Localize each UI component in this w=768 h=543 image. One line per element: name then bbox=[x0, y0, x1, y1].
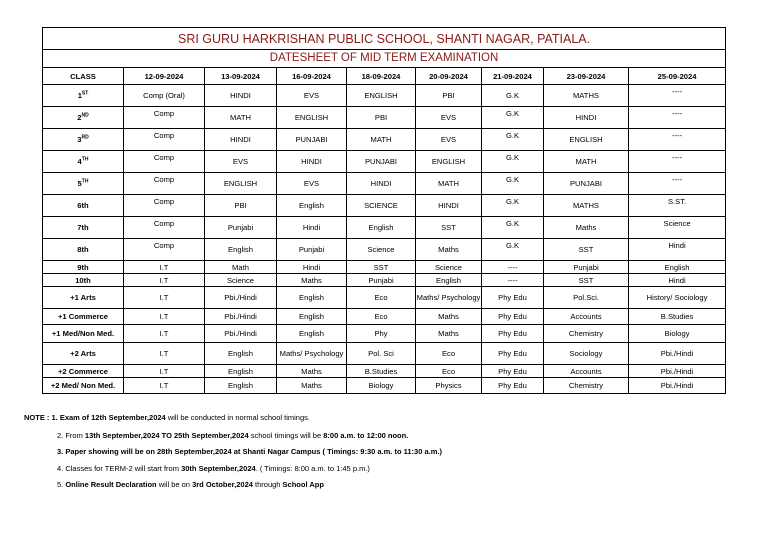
class-label: 9th bbox=[77, 262, 89, 272]
subject-cell: I.T bbox=[124, 378, 205, 394]
subject-cell: SST bbox=[416, 217, 482, 239]
table-row bbox=[43, 274, 726, 287]
subject-cell: MATHS bbox=[544, 195, 629, 217]
datesheet-table bbox=[42, 27, 726, 394]
subject-cell: English bbox=[277, 195, 347, 217]
subject-cell: G.K bbox=[482, 129, 544, 151]
subject-cell: PBI bbox=[205, 195, 277, 217]
subject-cell: EVS bbox=[416, 129, 482, 151]
subject-cell: I.T bbox=[124, 287, 205, 309]
subject-cell: Pbi./Hindi bbox=[205, 309, 277, 325]
class-cell bbox=[43, 107, 124, 129]
subject-cell: Hindi bbox=[277, 261, 347, 274]
subject-cell: PUNJABI bbox=[277, 129, 347, 151]
subject-cell: MATH bbox=[544, 151, 629, 173]
subject-cell: English bbox=[205, 343, 277, 365]
class-cell bbox=[43, 217, 124, 239]
subject-cell: EVS bbox=[277, 85, 347, 107]
class-cell bbox=[43, 85, 124, 107]
subject-cell: Eco bbox=[347, 287, 416, 309]
subject-cell: Hindi bbox=[277, 217, 347, 239]
note-1 bbox=[24, 413, 310, 422]
subject-cell: English bbox=[416, 274, 482, 287]
class-cell bbox=[43, 173, 124, 195]
class-cell bbox=[43, 287, 124, 309]
subject-cell: History/ Sociology bbox=[629, 287, 726, 309]
subject-cell: MATHS bbox=[544, 85, 629, 107]
note-5-b: Online Result Declaration bbox=[65, 480, 157, 489]
subject-cell: G.K bbox=[482, 107, 544, 129]
subject-cell: Pol. Sci bbox=[347, 343, 416, 365]
subject-cell: Phy Edu bbox=[482, 343, 544, 365]
class-cell bbox=[43, 261, 124, 274]
subject-cell: ENGLISH bbox=[416, 151, 482, 173]
class-label: 3 bbox=[77, 135, 82, 144]
subject-cell: Punjabi bbox=[347, 274, 416, 287]
subject-cell: Maths bbox=[544, 217, 629, 239]
subject-cell: ENGLISH bbox=[277, 107, 347, 129]
subject-cell: Maths bbox=[416, 309, 482, 325]
class-cell bbox=[43, 151, 124, 173]
subject-cell: HINDI bbox=[416, 195, 482, 217]
subject-cell: ENGLISH bbox=[347, 85, 416, 107]
subject-cell: Math bbox=[205, 261, 277, 274]
header-cell: 18-09-2024 bbox=[347, 68, 416, 85]
table-row bbox=[43, 129, 726, 151]
table-row bbox=[43, 107, 726, 129]
subject-cell: PUNJABI bbox=[544, 173, 629, 195]
subject-cell: Chemistry bbox=[544, 325, 629, 343]
note-1-date: 12th September,2024 bbox=[91, 413, 166, 422]
note-5-a: 5. bbox=[57, 480, 66, 489]
class-label: 4 bbox=[77, 157, 82, 166]
subject-cell: Physics bbox=[416, 378, 482, 394]
subject-cell: Accounts bbox=[544, 309, 629, 325]
subject-cell: I.T bbox=[124, 261, 205, 274]
subject-cell: ---- bbox=[629, 85, 726, 107]
subject-cell: English bbox=[277, 309, 347, 325]
subject-cell: I.T bbox=[124, 274, 205, 287]
subject-cell: Hindi bbox=[629, 239, 726, 261]
subject-cell: Sociology bbox=[544, 343, 629, 365]
subject-cell: Punjabi bbox=[277, 239, 347, 261]
subject-cell: English bbox=[277, 287, 347, 309]
subject-cell: G.K bbox=[482, 85, 544, 107]
subject-cell: HINDI bbox=[205, 129, 277, 151]
class-label: 1 bbox=[77, 91, 82, 100]
table-row bbox=[43, 343, 726, 365]
note-1-prefix: NOTE : 1. Exam of bbox=[24, 413, 92, 422]
subject-cell: Maths bbox=[277, 274, 347, 287]
note-4-c: . ( Timings: 8:00 a.m. to 1:45 p.m.) bbox=[255, 464, 370, 473]
header-cell: 16-09-2024 bbox=[277, 68, 347, 85]
subject-cell: Phy Edu bbox=[482, 287, 544, 309]
note-5-app: School App bbox=[282, 480, 324, 489]
subject-cell: English bbox=[205, 365, 277, 378]
subject-cell: Phy Edu bbox=[482, 309, 544, 325]
note-2 bbox=[57, 431, 408, 440]
subject-cell: I.T bbox=[124, 365, 205, 378]
subject-cell: Comp (Oral) bbox=[124, 85, 205, 107]
table-row bbox=[43, 239, 726, 261]
subject-cell: Biology bbox=[629, 325, 726, 343]
subject-cell: Maths bbox=[416, 325, 482, 343]
class-suffix: ND bbox=[81, 112, 89, 119]
subject-cell: Phy bbox=[347, 325, 416, 343]
note-4-a: 4. Classes for TERM-2 will start from bbox=[57, 464, 182, 473]
subject-cell: Pbi./Hindi bbox=[205, 287, 277, 309]
note-5 bbox=[57, 480, 324, 489]
subject-cell: Hindi bbox=[629, 274, 726, 287]
class-cell bbox=[43, 129, 124, 151]
class-suffix: TH bbox=[81, 156, 89, 163]
class-label: +2 Med/ Non Med. bbox=[50, 381, 116, 390]
class-cell bbox=[43, 195, 124, 217]
class-suffix: ST bbox=[81, 90, 89, 97]
subject-cell: ---- bbox=[629, 107, 726, 129]
subject-cell: G.K bbox=[482, 239, 544, 261]
subject-cell: Punjabi bbox=[205, 217, 277, 239]
subject-cell: SST bbox=[544, 239, 629, 261]
note-2-c: school timings will be bbox=[248, 431, 324, 440]
sheet-title: DATESHEET OF MID TERM EXAMINATION bbox=[43, 50, 726, 68]
subject-cell: Maths/ Psychology bbox=[416, 287, 482, 309]
subject-cell: HINDI bbox=[347, 173, 416, 195]
subject-cell: English bbox=[629, 261, 726, 274]
subject-cell: Comp bbox=[124, 129, 205, 151]
subject-cell: ---- bbox=[629, 173, 726, 195]
subject-cell: SST bbox=[544, 274, 629, 287]
table-row bbox=[43, 85, 726, 107]
subject-cell: Comp bbox=[124, 107, 205, 129]
header-cell: 23-09-2024 bbox=[544, 68, 629, 85]
subject-cell: Pbi./Hindi bbox=[629, 365, 726, 378]
class-label: 7th bbox=[77, 223, 89, 232]
table-row bbox=[43, 325, 726, 343]
subject-cell: PBI bbox=[347, 107, 416, 129]
subject-cell: G.K bbox=[482, 151, 544, 173]
class-label: +1 Arts bbox=[70, 293, 96, 302]
subject-cell: ---- bbox=[629, 151, 726, 173]
subject-cell: MATH bbox=[205, 107, 277, 129]
subject-cell: I.T bbox=[124, 325, 205, 343]
subject-cell: ENGLISH bbox=[205, 173, 277, 195]
subject-cell: Punjabi bbox=[544, 261, 629, 274]
table-row bbox=[43, 378, 726, 394]
subject-cell: Comp bbox=[124, 151, 205, 173]
subject-cell: Chemistry bbox=[544, 378, 629, 394]
subject-cell: ENGLISH bbox=[544, 129, 629, 151]
subject-cell: Biology bbox=[347, 378, 416, 394]
subject-cell: English bbox=[205, 239, 277, 261]
note-5-date: 3rd October,2024 bbox=[192, 480, 253, 489]
table-row bbox=[43, 195, 726, 217]
subject-cell: I.T bbox=[124, 309, 205, 325]
class-cell bbox=[43, 325, 124, 343]
class-label: 5 bbox=[77, 179, 82, 188]
subject-cell: MATH bbox=[347, 129, 416, 151]
subject-cell: HINDI bbox=[544, 107, 629, 129]
subject-cell: EVS bbox=[416, 107, 482, 129]
subject-cell: Pbi./Hindi bbox=[629, 378, 726, 394]
subject-cell: B.Studies bbox=[347, 365, 416, 378]
subject-cell: Science bbox=[205, 274, 277, 287]
subject-cell: English bbox=[205, 378, 277, 394]
header-cell: 21-09-2024 bbox=[482, 68, 544, 85]
subject-cell: Accounts bbox=[544, 365, 629, 378]
subject-cell: G.K bbox=[482, 217, 544, 239]
subject-cell: Pbi./Hindi bbox=[205, 325, 277, 343]
header-cell: 25-09-2024 bbox=[629, 68, 726, 85]
subject-cell: HINDI bbox=[277, 151, 347, 173]
table-row bbox=[43, 151, 726, 173]
subject-cell: MATH bbox=[416, 173, 482, 195]
subject-cell: PBI bbox=[416, 85, 482, 107]
subject-cell: Pol.Sci. bbox=[544, 287, 629, 309]
table-row bbox=[43, 173, 726, 195]
class-label: +1 Med/Non Med. bbox=[51, 329, 115, 338]
subject-cell: EVS bbox=[277, 173, 347, 195]
class-cell bbox=[43, 239, 124, 261]
subject-cell: I.T bbox=[124, 343, 205, 365]
subject-cell: SST bbox=[347, 261, 416, 274]
subject-cell: Science bbox=[347, 239, 416, 261]
subject-cell: Maths bbox=[277, 378, 347, 394]
class-label: 2 bbox=[77, 113, 82, 122]
subject-cell: Science bbox=[629, 217, 726, 239]
subject-cell: Phy Edu bbox=[482, 325, 544, 343]
subject-cell: Comp bbox=[124, 217, 205, 239]
subject-cell: Comp bbox=[124, 173, 205, 195]
subject-cell: EVS bbox=[205, 151, 277, 173]
subject-cell: Eco bbox=[416, 343, 482, 365]
table-row bbox=[43, 287, 726, 309]
note-4 bbox=[57, 464, 370, 473]
subject-cell: Comp bbox=[124, 195, 205, 217]
subject-cell: Maths bbox=[277, 365, 347, 378]
subject-cell: SCIENCE bbox=[347, 195, 416, 217]
class-label: 6th bbox=[77, 201, 89, 210]
class-suffix: TH bbox=[81, 178, 89, 185]
note-5-e: through bbox=[252, 480, 283, 489]
subject-cell: HINDI bbox=[205, 85, 277, 107]
note-4-date: 30th September,2024 bbox=[181, 464, 256, 473]
note-1-text: will be conducted in normal school timings. bbox=[165, 413, 310, 422]
subject-cell: ---- bbox=[482, 274, 544, 287]
header-row bbox=[43, 68, 726, 85]
table-row bbox=[43, 217, 726, 239]
subject-cell: G.K bbox=[482, 195, 544, 217]
class-cell bbox=[43, 378, 124, 394]
table-row bbox=[43, 309, 726, 325]
header-cell: 12-09-2024 bbox=[124, 68, 205, 85]
subject-cell: English bbox=[277, 325, 347, 343]
subject-cell: B.Studies bbox=[629, 309, 726, 325]
note-2-dates: 13th September,2024 TO 25th September,2024 bbox=[84, 431, 249, 440]
class-label: 10th bbox=[75, 275, 91, 285]
class-label: +2 Arts bbox=[70, 349, 96, 358]
class-cell bbox=[43, 274, 124, 287]
subject-cell: Science bbox=[416, 261, 482, 274]
header-cell: 13-09-2024 bbox=[205, 68, 277, 85]
subject-cell: Pbi./Hindi bbox=[629, 343, 726, 365]
note-2-timing: 8:00 a.m. to 12:00 noon. bbox=[323, 431, 409, 440]
subject-cell: Comp bbox=[124, 239, 205, 261]
note-3: 3. Paper showing will be on 28th September,2024 at Shanti Nagar Campus ( Timings: 9:30 a.m. to 11:30 a.m.) bbox=[57, 447, 442, 456]
header-cell: 20-09-2024 bbox=[416, 68, 482, 85]
subject-cell: Phy Edu bbox=[482, 365, 544, 378]
subject-cell: PUNJABI bbox=[347, 151, 416, 173]
subject-cell: Maths/ Psychology bbox=[277, 343, 347, 365]
subject-cell: G.K bbox=[482, 173, 544, 195]
table-row bbox=[43, 365, 726, 378]
header-cell: CLASS bbox=[43, 68, 124, 85]
class-cell bbox=[43, 343, 124, 365]
class-label: +2 Commerce bbox=[57, 366, 109, 376]
subject-cell: Eco bbox=[416, 365, 482, 378]
subject-cell: English bbox=[347, 217, 416, 239]
school-name: SRI GURU HARKRISHAN PUBLIC SCHOOL, SHANTI NAGAR, PATIALA. bbox=[43, 28, 726, 50]
table-row bbox=[43, 261, 726, 274]
class-label: 8th bbox=[77, 245, 89, 254]
subject-cell: Eco bbox=[347, 309, 416, 325]
note-2-a: 2. From bbox=[57, 431, 85, 440]
class-label: +1 Commerce bbox=[57, 312, 109, 321]
subject-cell: S.ST. bbox=[629, 195, 726, 217]
class-cell bbox=[43, 365, 124, 378]
subject-cell: ---- bbox=[482, 261, 544, 274]
note-5-c: will be on bbox=[156, 480, 193, 489]
class-cell bbox=[43, 309, 124, 325]
subject-cell: Maths bbox=[416, 239, 482, 261]
class-suffix: RD bbox=[81, 134, 89, 141]
subject-cell: Phy Edu bbox=[482, 378, 544, 394]
subject-cell: ---- bbox=[629, 129, 726, 151]
